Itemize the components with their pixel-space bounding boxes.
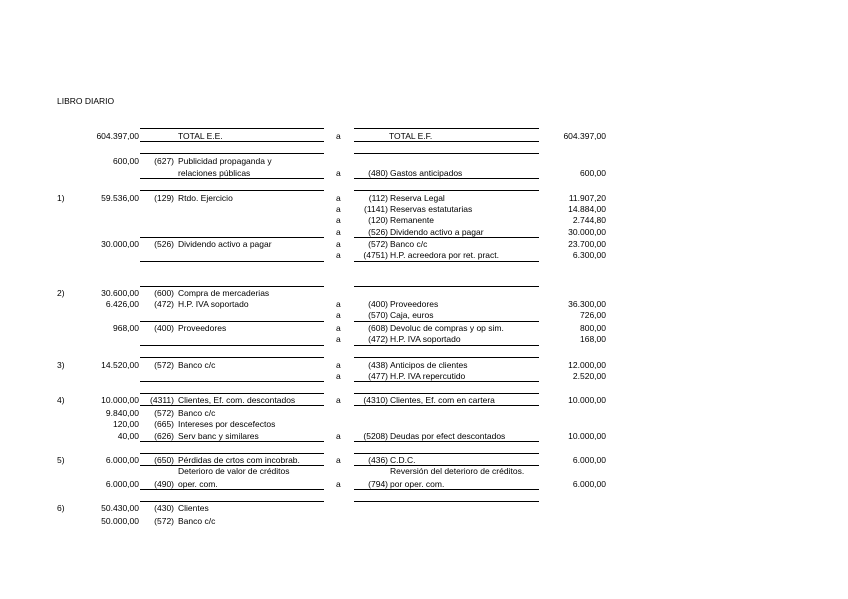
rule-line [354,141,539,142]
credit-account-code: (438) [368,360,388,370]
credit-amount: 6.000,00 [572,479,606,489]
credit-account-code: (477) [368,371,388,381]
rule-line [354,237,539,238]
debit-amount: 604.397,00 [96,131,139,141]
credit-amount: 6.000,00 [572,455,606,465]
rule-line [140,178,324,179]
credit-amount: 2.744,80 [572,215,606,225]
debit-amount: 600,00 [113,156,139,166]
rule-line [140,501,324,502]
credit-account-code: (572) [368,239,388,249]
credit-amount: 10.000,00 [568,395,606,405]
debit-account-code: (572) [154,516,174,526]
credit-account-name: Dividendo activo a pagar [390,227,484,237]
debit-account-name: Serv banc y similares [178,431,259,441]
journal-a-separator: a [336,250,341,260]
credit-account-name: Deudas por efect descontados [390,431,506,441]
journal-a-separator: a [336,395,341,405]
debit-account-name: Banco c/c [178,408,216,418]
document-title: LIBRO DIARIO [57,96,115,106]
journal-a-separator: a [336,239,341,249]
rule-line [354,381,539,382]
credit-amount: 12.000,00 [568,360,606,370]
rule-line [354,286,539,287]
journal-a-separator: a [336,431,341,441]
debit-account-name: Deterioro de valor de créditos [178,466,290,476]
debit-account-code: (572) [154,360,174,370]
journal-a-separator: a [336,168,341,178]
debit-account-name: Rtdo. Ejercicio [178,193,233,203]
debit-account-code: (650) [154,455,174,465]
credit-account-code: (436) [368,455,388,465]
journal-a-separator: a [336,204,341,214]
rule-line [354,393,539,394]
debit-amount: 6.000,00 [105,455,139,465]
credit-amount: 30.000,00 [568,227,606,237]
rule-line [140,393,324,394]
entry-number: 1) [57,193,65,203]
rule-line [354,178,539,179]
rule-line [140,153,324,154]
credit-account-code: (1141) [364,204,388,214]
credit-account-code: (112) [368,193,388,203]
credit-account-name: Remanente [390,215,434,225]
debit-amount: 50.000,00 [101,516,139,526]
credit-account-name: Proveedores [390,299,439,309]
credit-account-name: Reservas estatutarias [390,204,473,214]
credit-account-name: Reversión del deterioro de créditos. [390,466,525,476]
credit-amount: 726,00 [580,310,606,320]
entry-number: 3) [57,360,65,370]
credit-account-name: Banco c/c [390,239,428,249]
credit-amount: 11.907,20 [568,193,606,203]
debit-amount: 6.426,00 [105,299,139,309]
debit-account-code: (526) [154,239,174,249]
credit-account-name: Gastos anticipados [390,168,463,178]
rule-line [354,261,539,262]
rule-line [140,261,324,262]
journal-a-separator: a [336,131,341,141]
credit-account-name: Caja, euros [390,310,434,320]
journal-a-separator: a [336,215,341,225]
credit-account-name: C.D.C. [390,455,416,465]
credit-amount: 2.520,00 [572,371,606,381]
credit-amount: 10.000,00 [568,431,606,441]
credit-account-name: H.P. IVA soportado [390,334,461,344]
rule-line [354,489,539,490]
rule-line [354,501,539,502]
rule-line [140,381,324,382]
credit-account-code: (400) [368,299,388,309]
journal-a-separator: a [336,323,341,333]
journal-a-separator: a [336,360,341,370]
debit-account-name: Publicidad propaganda y [178,156,272,166]
credit-account-name: Reserva Legal [390,193,445,203]
debit-amount: 6.000,00 [105,479,139,489]
credit-account-name: TOTAL E.F. [389,131,433,141]
debit-account-name: oper. com. [178,479,218,489]
debit-account-code: (600) [154,288,174,298]
rule-line [354,453,539,454]
journal-a-separator: a [336,193,341,203]
journal-a-separator: a [336,227,341,237]
rule-line [140,489,324,490]
debit-account-code: (129) [154,193,174,203]
debit-account-name: Dividendo activo a pagar [178,239,272,249]
credit-amount: 600,00 [580,168,606,178]
credit-account-code: (4310) [363,395,388,405]
rule-line [140,405,324,406]
credit-account-code: (472) [368,334,388,344]
credit-account-code: (4751) [363,250,388,260]
rule-line [354,441,539,442]
debit-amount: 10.000,00 [101,395,139,405]
debit-amount: 120,00 [113,419,139,429]
credit-account-name: Anticipos de clientes [390,360,468,370]
credit-account-name: Devoluc de compras y op sim. [390,323,504,333]
debit-account-code: (490) [154,479,174,489]
debit-account-name: H.P. IVA soportado [178,299,249,309]
journal-a-separator: a [336,371,341,381]
entry-number: 2) [57,288,65,298]
entry-number: 5) [57,455,65,465]
rule-line [140,237,324,238]
rule-line [354,357,539,358]
debit-account-name: TOTAL E.E. [178,131,223,141]
credit-account-code: (794) [368,479,388,489]
entry-number: 6) [57,503,65,513]
credit-amount: 23.700,00 [568,239,606,249]
credit-account-code: (608) [368,323,388,333]
credit-account-code: (480) [368,168,388,178]
journal-a-separator: a [336,310,341,320]
credit-amount: 14.884,00 [568,204,606,214]
rule-line [354,190,539,191]
credit-account-name: por oper. com. [390,479,445,489]
debit-account-code: (430) [154,503,174,513]
debit-account-name: Clientes, Ef. com. descontados [178,395,296,405]
debit-account-code: (627) [154,156,174,166]
credit-amount: 36.300,00 [568,299,606,309]
credit-account-name: H.P. IVA repercutido [390,371,466,381]
rule-line [140,128,324,129]
credit-amount: 800,00 [580,323,606,333]
rule-line [140,190,324,191]
rule-line [140,453,324,454]
debit-account-code: (665) [154,419,174,429]
rule-line [140,441,324,442]
debit-account-code: (472) [154,299,174,309]
rule-line [354,405,539,406]
debit-amount: 30.000,00 [101,239,139,249]
credit-amount: 6.300,00 [572,250,606,260]
debit-account-code: (4311) [150,395,174,405]
debit-amount: 50.430,00 [101,503,139,513]
rule-line [140,141,324,142]
rule-line [140,345,324,346]
debit-amount: 968,00 [113,323,139,333]
rule-line [354,345,539,346]
credit-account-name: Clientes, Ef. com en cartera [390,395,495,405]
credit-amount: 604.397,00 [563,131,606,141]
debit-amount: 40,00 [117,431,139,441]
rule-line [354,153,539,154]
debit-account-name: Banco c/c [178,360,216,370]
debit-amount: 14.520,00 [101,360,139,370]
debit-amount: 30.600,00 [101,288,139,298]
debit-account-code: (626) [154,431,174,441]
debit-account-name: Banco c/c [178,516,216,526]
credit-account-code: (570) [368,310,388,320]
credit-account-name: H.P. acreedora por ret. pract. [390,250,499,260]
journal-a-separator: a [336,479,341,489]
entry-number: 4) [57,395,65,405]
debit-account-name: Intereses por descefectos [178,419,276,429]
rule-line [140,321,324,322]
debit-amount: 9.840,00 [105,408,139,418]
debit-account-name: Compra de mercaderias [178,288,270,298]
credit-account-code: (5208) [363,431,388,441]
credit-account-code: (526) [368,227,388,237]
debit-account-code: (400) [154,323,174,333]
credit-amount: 168,00 [580,334,606,344]
journal-a-separator: a [336,299,341,309]
debit-account-name: relaciones públicas [178,168,251,178]
debit-account-name: Clientes [178,503,209,513]
rule-line [140,357,324,358]
debit-amount: 59.536,00 [101,193,139,203]
rule-line [140,286,324,287]
rule-line [354,321,539,322]
journal-a-separator: a [336,334,341,344]
journal-a-separator: a [336,455,341,465]
debit-account-code: (572) [154,408,174,418]
credit-account-code: (120) [368,215,388,225]
rule-line [354,128,539,129]
debit-account-name: Proveedores [178,323,227,333]
debit-account-name: Pérdidas de crtos com incobrab. [178,455,300,465]
